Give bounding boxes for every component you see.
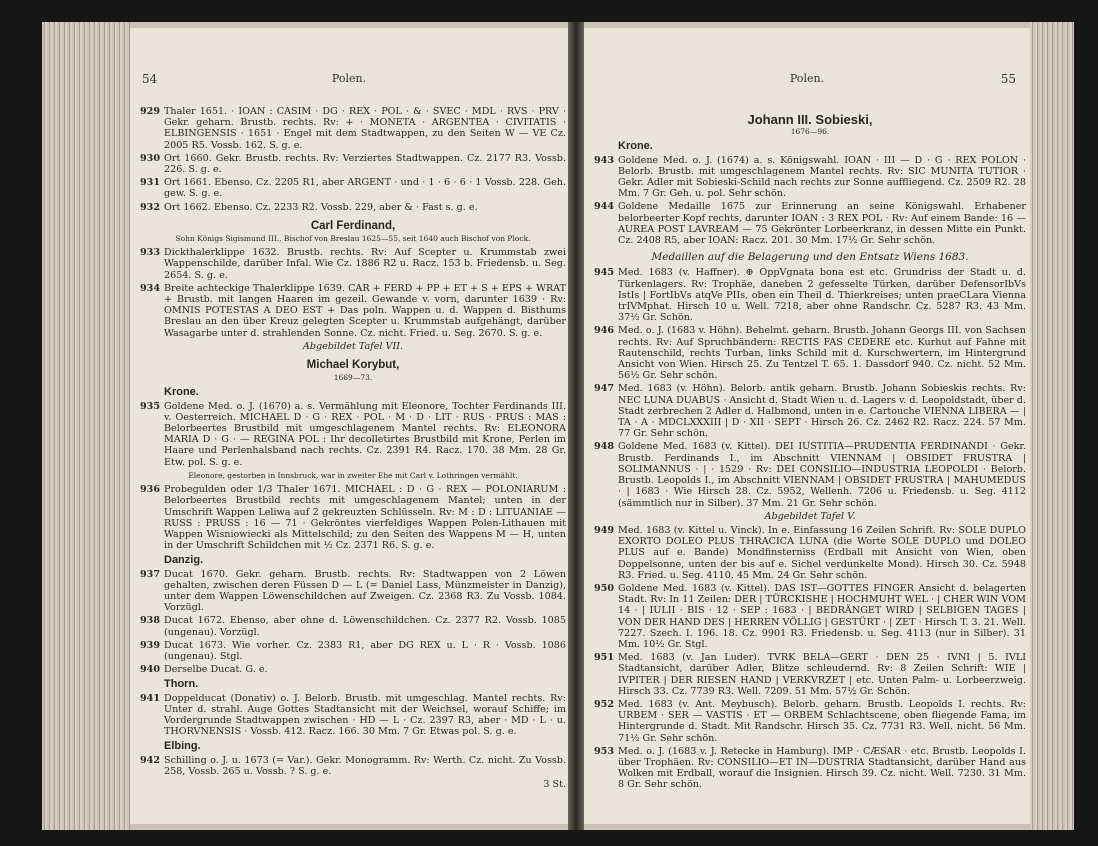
entry-number: 943 <box>594 154 615 166</box>
subsection-heading: Elbing. <box>164 740 201 753</box>
catalog-entry <box>140 247 566 281</box>
entry-number: 930 <box>140 152 161 164</box>
section-dates: Sohn Königs Sigismund III., Bischof von Breslau 1625—55, seit 1640 auch Bischof von Plock. <box>175 234 531 244</box>
catalog-entry <box>140 640 566 662</box>
entry-number: 935 <box>140 400 161 412</box>
entry-text: Med. o. J. (1683 v. Höhn). Behelmt. geharn. Brustb. Johann Georgs III. von Sachsen rechts. Rv: Auf Spruchbändern: RECTIS FAS CEDERE etc. Kurhut auf Fahne mit Rautenschild, rechts Turban, links Schild mit d. Kurschwertern, im Hintergrund Ansicht von Wien. Hirsch 25. Zu Tentzel T. 65. 1. Dassdorf 940. Cz. nicht. 52 Mm. 56½ Gr. Sehr schön. <box>618 325 1026 382</box>
entry-number: 951 <box>594 652 615 664</box>
section-heading: Johann III. Sobieski, <box>747 112 873 127</box>
catalog-entry <box>594 383 1026 439</box>
lot-count: 3 St. <box>543 778 566 790</box>
entry-number: 936 <box>140 484 161 496</box>
entry-text: Med. 1683 (v. Höhn). Belorb. antik geharn. Brustb. Johann Sobieskis rechts. Rv: NEC LUNA DUABUS · Ansicht d. Stadt Wien u. d. Lagers v. d. Leopoldstadt, über d. Stadt zerbrechen 2 Adler d. Halbmond, unten in e. Cartouche VIENNA LIBERA — | TA · A · MDCLXXXIII | D · XII · SEPT · Hirsch 26. Cz. 2462 R2. Racz. 224. 57 Mm. 77 Gr. Sehr schön. <box>618 383 1026 440</box>
section-dates: 1676—96. <box>790 127 830 137</box>
right-page <box>584 28 1030 824</box>
subsection-heading: Krone. <box>618 140 653 153</box>
entry-number: 942 <box>140 754 161 766</box>
entry-text: Med. 1683 (v. Jan Luder). TVRK BELA—GERT · DEN 25 · IVNI | 5. IVLI Stadtansicht, darüber Adler, Blitze schleudernd. Rv: 8 Zeilen Schrift: WIE | IVPITER | DER RIESEN HAND | VERKVRZET | etc. Unten Palm- u. Lorbeerzweig. Hirsch 33. Cz. 7739 R3. Well. 7209. 51 Mm. 57½ Gr. Schön. <box>618 652 1026 697</box>
entry-text: Dickthalerklippe 1632. Brustb. rechts. Rv: Auf Scepter u. Krummstab zwei Wappenschilde, darüber Infal. Wie Cz. 1886 R2 u. Racz. 153 b. Friedensb. u. Seg. 2654. S. g. e. <box>164 247 566 281</box>
catalog-entry <box>140 401 566 468</box>
entry-text: Med. o. J. (1683 v. J. Retecke in Hamburg). IMP · CÆSAR · etc. Brustb. Leopolds I. über Trophäen. Rv: CONSILIO—ET IN—DUSTRIA Stadtansicht, darüber Hand aus Wolken mit Erdball, worauf die Insignien. Hirsch 39. Cz. nicht. Well. 7230. 31 Mm. 8 Gr. Sehr schön. <box>618 745 1026 791</box>
left-page-content <box>140 106 566 790</box>
entry-text: Ducat 1670. Gekr. geharn. Brustb. rechts. Rv: Stadtwappen von 2 Löwen gehalten, zwischen deren Füssen D — L (= Daniel Lass, Münzmeister in Danzig), unter dem Wappen Löwenschildchen auf Zweigen. Cz. 2368 R3. Zu Vossb. 1084. Vorzügl. <box>164 568 566 614</box>
entry-number: 948 <box>594 441 615 453</box>
right-page-content <box>594 106 1026 793</box>
catalog-entry <box>594 699 1026 744</box>
catalog-entry <box>594 325 1026 381</box>
entry-text: Probegulden oder 1/3 Thaler 1671. MICHAEL : D · G · REX — POLONIARUM : Belorbeertes Brustbild rechts mit umgeschlagenem Mantel; unten in der Umschrift Wappen Leliwa auf 2 gekreuzten Schlüsseln. Rv: M : D : LITUANIAE — RUSS : PRUSS : 16 — 71 · Gekröntes vierfeldiges Wappen Polen-Lithauen mit Wappen Wisniowiecki als Mittelschild; zu den Seiten des Wappens M — H, unten in der Umschrift Schildchen mit ½ Cz. 2371 R6. S. g. e. <box>164 484 566 552</box>
entry-number: 934 <box>140 282 161 294</box>
entry-text: Ort 1661. Ebenso. Cz. 2205 R1, aber ARGENT · und · 1 · 6 · 6 · 1 Vossb. 228. Geh. gew. S. g. e. <box>164 177 566 200</box>
catalog-entry <box>140 484 566 551</box>
italic-subtitle: Medaillen auf die Belagerung und den Entsatz Wiens 1683. <box>651 251 969 264</box>
entry-text: Thaler 1651. · IOAN : CASIM · DG · REX · POL · & · SVEC · MDL · RVS · PRV · Gekr. geharn. Brustb. rechts. Rv: + · MONETA · ARGENTEA · CIVITATIS · ELBINGENSIS · 1651 · Engel mit dem Stadtwappen, zu den Seiten W — VE Cz. 2005 R5. Vossb. 162. S. g. e. <box>164 106 566 151</box>
page-number: 55 <box>1000 72 1016 86</box>
entry-text: Goldene Med. o. J. (1674) a. s. Königswahl. IOAN · III — D · G · REX POLON · Belorb. Brustb. mit umgeschlagenem Mantel rechts. Rv: SIC MUNITA TUTIOR · Gekr. Adler mit Sobieski-Schild nach rechts zur Sonne auffliegend. Cz. 2509 R2. 28 Mm. 7 Gr. Geh. u. pol. Sehr schön. <box>618 154 1026 200</box>
catalog-entry <box>594 525 1026 581</box>
page-number: 54 <box>142 72 158 86</box>
entry-number: 938 <box>140 615 161 627</box>
subsection-heading: Thorn. <box>164 678 199 691</box>
entry-text: Med. 1683 (v. Haffner). ⊕ OppVgnata bona est etc. Grundriss der Stadt u. d. Türkenlagers. Rv: Trophäe, daneben 2 gefesselte Türken, darüber DefensorIbVs IstIs | FortIbVs atqVe PIIs, oben ein Theil d. Thierkreises; unten praeCLara Vienna trIVMphat. Hirsch 10 u. Well. 7218, aber ohne Randschr. Cz. 5287 R3. 43 Mm. 37½ Gr. Schön. <box>618 267 1026 324</box>
entry-text: Med. 1683 (v. Ant. Meybusch). Belorb. geharn. Brustb. Leopolds I. rechts. Rv: URBEM · SER — VASTIS · ET — ORBEM Schlachtscene, oben fliegende Fama, im Hintergrunde d. Stadt. Mit Randschr. Hirsch 35. Cz. 7731 R3. Well. nicht. 56 Mm. 71½ Gr. Sehr schön. <box>618 698 1026 744</box>
catalog-entry <box>140 283 566 339</box>
plate-reference: Abgebildet Tafel V. <box>764 510 856 522</box>
entry-number: 949 <box>594 524 615 536</box>
entry-number: 932 <box>140 201 161 213</box>
entry-number: 939 <box>140 639 161 651</box>
entry-text: Med. 1683 (v. Kittel u. Vinck). In e. Einfassung 16 Zeilen Schrift. Rv: SOLE DUPLO EXORTO DOLEO PLUS THRACICA LUNA (die Worte SOLE DUPLO und DOLEO PLUS auf e. Bande) Mondfinsterniss (Erdball mit Ansicht von Wien, oben Doppelsonne, unten der bis auf e. Sichel verdunkelte Mond). Hirsch 30. Cz. 5948 R3. Fried. u. Seg. 4110. 45 Mm. 24 Gr. Sehr schön. <box>618 524 1026 581</box>
catalog-entry <box>140 755 566 777</box>
catalog-entry <box>140 664 566 675</box>
running-header: Polen. <box>789 72 825 85</box>
catalog-entry <box>140 693 566 738</box>
catalog-entry <box>594 746 1026 791</box>
running-header: Polen. <box>331 72 367 85</box>
catalog-entry <box>140 569 566 614</box>
book-gutter <box>568 22 584 830</box>
subsection-heading: Krone. <box>164 386 199 399</box>
entry-number: 944 <box>594 201 615 213</box>
catalog-entry <box>140 202 566 213</box>
entry-text: Goldene Med. o. J. (1670) a. s. Vermählung mit Eleonore, Tochter Ferdinands III. v. Oesterreich. MICHAEL D · G · REX · POL · M · D · LIT · RUS · PRUS : MAS : Belorbeertes Brustbild mit umgeschlagenem Mantel rechts. Rv: ELEONORA MARIA D · G · — REGINA POL : Ihr decolletirtes Brustbild mit Krone, Perlen im Haare und Perlenhalsband nach rechts. Cz. 2391 R4. Racz. 170. 38 Mm. 28 Gr. Etw. pol. S. g. e. <box>164 400 566 468</box>
entry-number: 952 <box>594 698 615 710</box>
plate-reference: Abgebildet Tafel VII. <box>302 340 404 352</box>
entry-number: 937 <box>140 568 161 580</box>
entry-number: 940 <box>140 664 161 676</box>
catalog-entry <box>594 583 1026 650</box>
entry-text: Ort 1660. Gekr. Brustb. rechts. Rv: Verziertes Stadtwappen. Cz. 2177 R3. Vossb. 226. S. g. e. <box>164 152 566 176</box>
entry-number: 953 <box>594 745 615 757</box>
left-page <box>130 28 568 824</box>
catalog-entry <box>594 201 1026 246</box>
entry-number: 929 <box>140 106 161 117</box>
entry-number: 950 <box>594 582 615 594</box>
entry-text: Derselbe Ducat. G. e. <box>164 664 268 676</box>
catalog-entry <box>594 155 1026 200</box>
section-dates: 1669—73. <box>333 373 373 383</box>
entry-text: Ducat 1673. Wie vorher. Cz. 2383 R1, aber DG REX u. L · R · Vossb. 1086 (ungenau). Stgl. <box>164 639 566 662</box>
entry-number: 941 <box>140 692 161 704</box>
catalog-entry <box>140 615 566 637</box>
section-heading: Michael Korybut, <box>306 359 400 372</box>
entry-number: 931 <box>140 177 161 189</box>
entry-text: Goldene Medaille 1675 zur Erinnerung an seine Königswahl. Erhabener belorbeerter Kopf rechts, darunter IOAN : 3 REX POL · Rv: Auf einem Bande: 16 — AUREA POST LAVREAM — 75 Gekrönter Lorbeerkranz, in dessen Mitte ein Punkt. Cz. 2408 R5, aber IOAN: Racz. 201. 30 Mm. 17½ Gr. Sehr schön. <box>618 201 1026 247</box>
catalog-entry <box>140 153 566 175</box>
entry-text: Ort 1662. Ebenso. Cz. 2233 R2. Vossb. 229, aber & · Fast s. g. e. <box>164 201 478 213</box>
entry-text: Goldene Med. 1683 (v. Kittel). DAS IST—GOTTES FINGER Ansicht d. belagerten Stadt. Rv: In 11 Zeilen: DER | TÜRCKISHE | HOCHMUHT WEL · | CHER WIN VOM 14 · | IULII · BIS · 12 · SEP : 1683 · | BEDRÄNGET WIRD | SELBIGEN TAGES | VON DER HAND DES | HERREN VÖLLIG | GESTÜRT · | ZET · Hirsch T. 3. 21. Well. 7227. Szech. I. 196. 18. Cz. 9901 R3. Friedensb. u. Seg. 4113 (nur in Silber). 31 Mm. 10½ Gr. Stgl. <box>618 582 1026 650</box>
catalog-entry <box>140 106 566 151</box>
entry-number: 945 <box>594 267 615 279</box>
right-page-stack-edge <box>1030 22 1074 830</box>
subsection-heading: Danzig. <box>164 554 204 567</box>
entry-number: 947 <box>594 383 615 395</box>
catalog-entry <box>140 177 566 199</box>
catalog-entry <box>594 652 1026 697</box>
entry-text: Goldene Med. 1683 (v. Kittel). DEI IUSTITIA—PRUDENTIA FERDINANDI · Gekr. Brustb. Ferdinands I., im Abschnitt VIENNAM | OBSIDET FRUSTRA | SOLIMANNUS · | · 1529 · Rv: DEI CONSILIO—INDUSTRIA LEOPOLDI · Belorb. Brustb. Leopolds I., im Abschnitt VIENNAM | OBSIDET FRUSTRA | MAHUMEDUS · | 1683 · Wie Hirsch 28. Cz. 5952, Wellenh. 7206 u. Friedensb. u. Seg. 4112 (sämmtlich nur in Silber). 37 Mm. 21 Gr. Sehr schön. <box>618 441 1026 509</box>
entry-number: 933 <box>140 247 161 259</box>
section-heading: Carl Ferdinand, <box>310 219 396 232</box>
left-page-stack-edge <box>42 22 130 830</box>
entry-text: Breite achteckige Thalerklippe 1639. CAR + FERD + PP + ET + S + EPS + WRAT + Brustb. mit langen Haaren im gezeil. Gewande v. vorn, darunter 1639 · Rv: OMNIS POTESTAS A DEO EST + Das poln. Wappen u. d. Wappen d. Bisthums Breslau an den über Kreuz gelegten Scepter u. Krummstab aufgehängt, darüber Wasagarbe unter d. strahlenden Sonne. Cz. nicht. Fried. u. Seg. 2670. S. g. e. <box>164 282 566 339</box>
footnote: Eleonore, gestorben in Innsbruck, war in zweiter Ehe mit Carl v. Lothringen vermählt. <box>188 470 518 480</box>
entry-text: Ducat 1672. Ebenso, aber ohne d. Löwenschildchen. Cz. 2377 R2. Vossb. 1085 (ungenau). Vorzügl. <box>164 615 566 638</box>
catalog-entry <box>594 267 1026 323</box>
entry-number: 946 <box>594 325 615 337</box>
entry-text: Schilling o. J. u. 1673 (= Var.). Gekr. Monogramm. Rv: Werth. Cz. nicht. Zu Vossb. 258, Vossb. 265 u. Vossb. ? S. g. e. <box>164 754 566 777</box>
entry-text: Doppelducat (Donativ) o. J. Belorb. Brustb. mit umgeschlag. Mantel rechts. Rv: Unter d. strahl. Auge Gottes Stadtansicht mit der Weichsel, worauf Schiffe; im Vordergrunde Stadtwappen zwischen · HD — L · Cz. 2397 R3, aber · MD · L · u. THORVNENSIS · Vossb. 412. Racz. 166. 30 Mm. 7 Gr. Etwas pol. S. g. e. <box>164 692 566 738</box>
catalog-entry <box>594 441 1026 508</box>
